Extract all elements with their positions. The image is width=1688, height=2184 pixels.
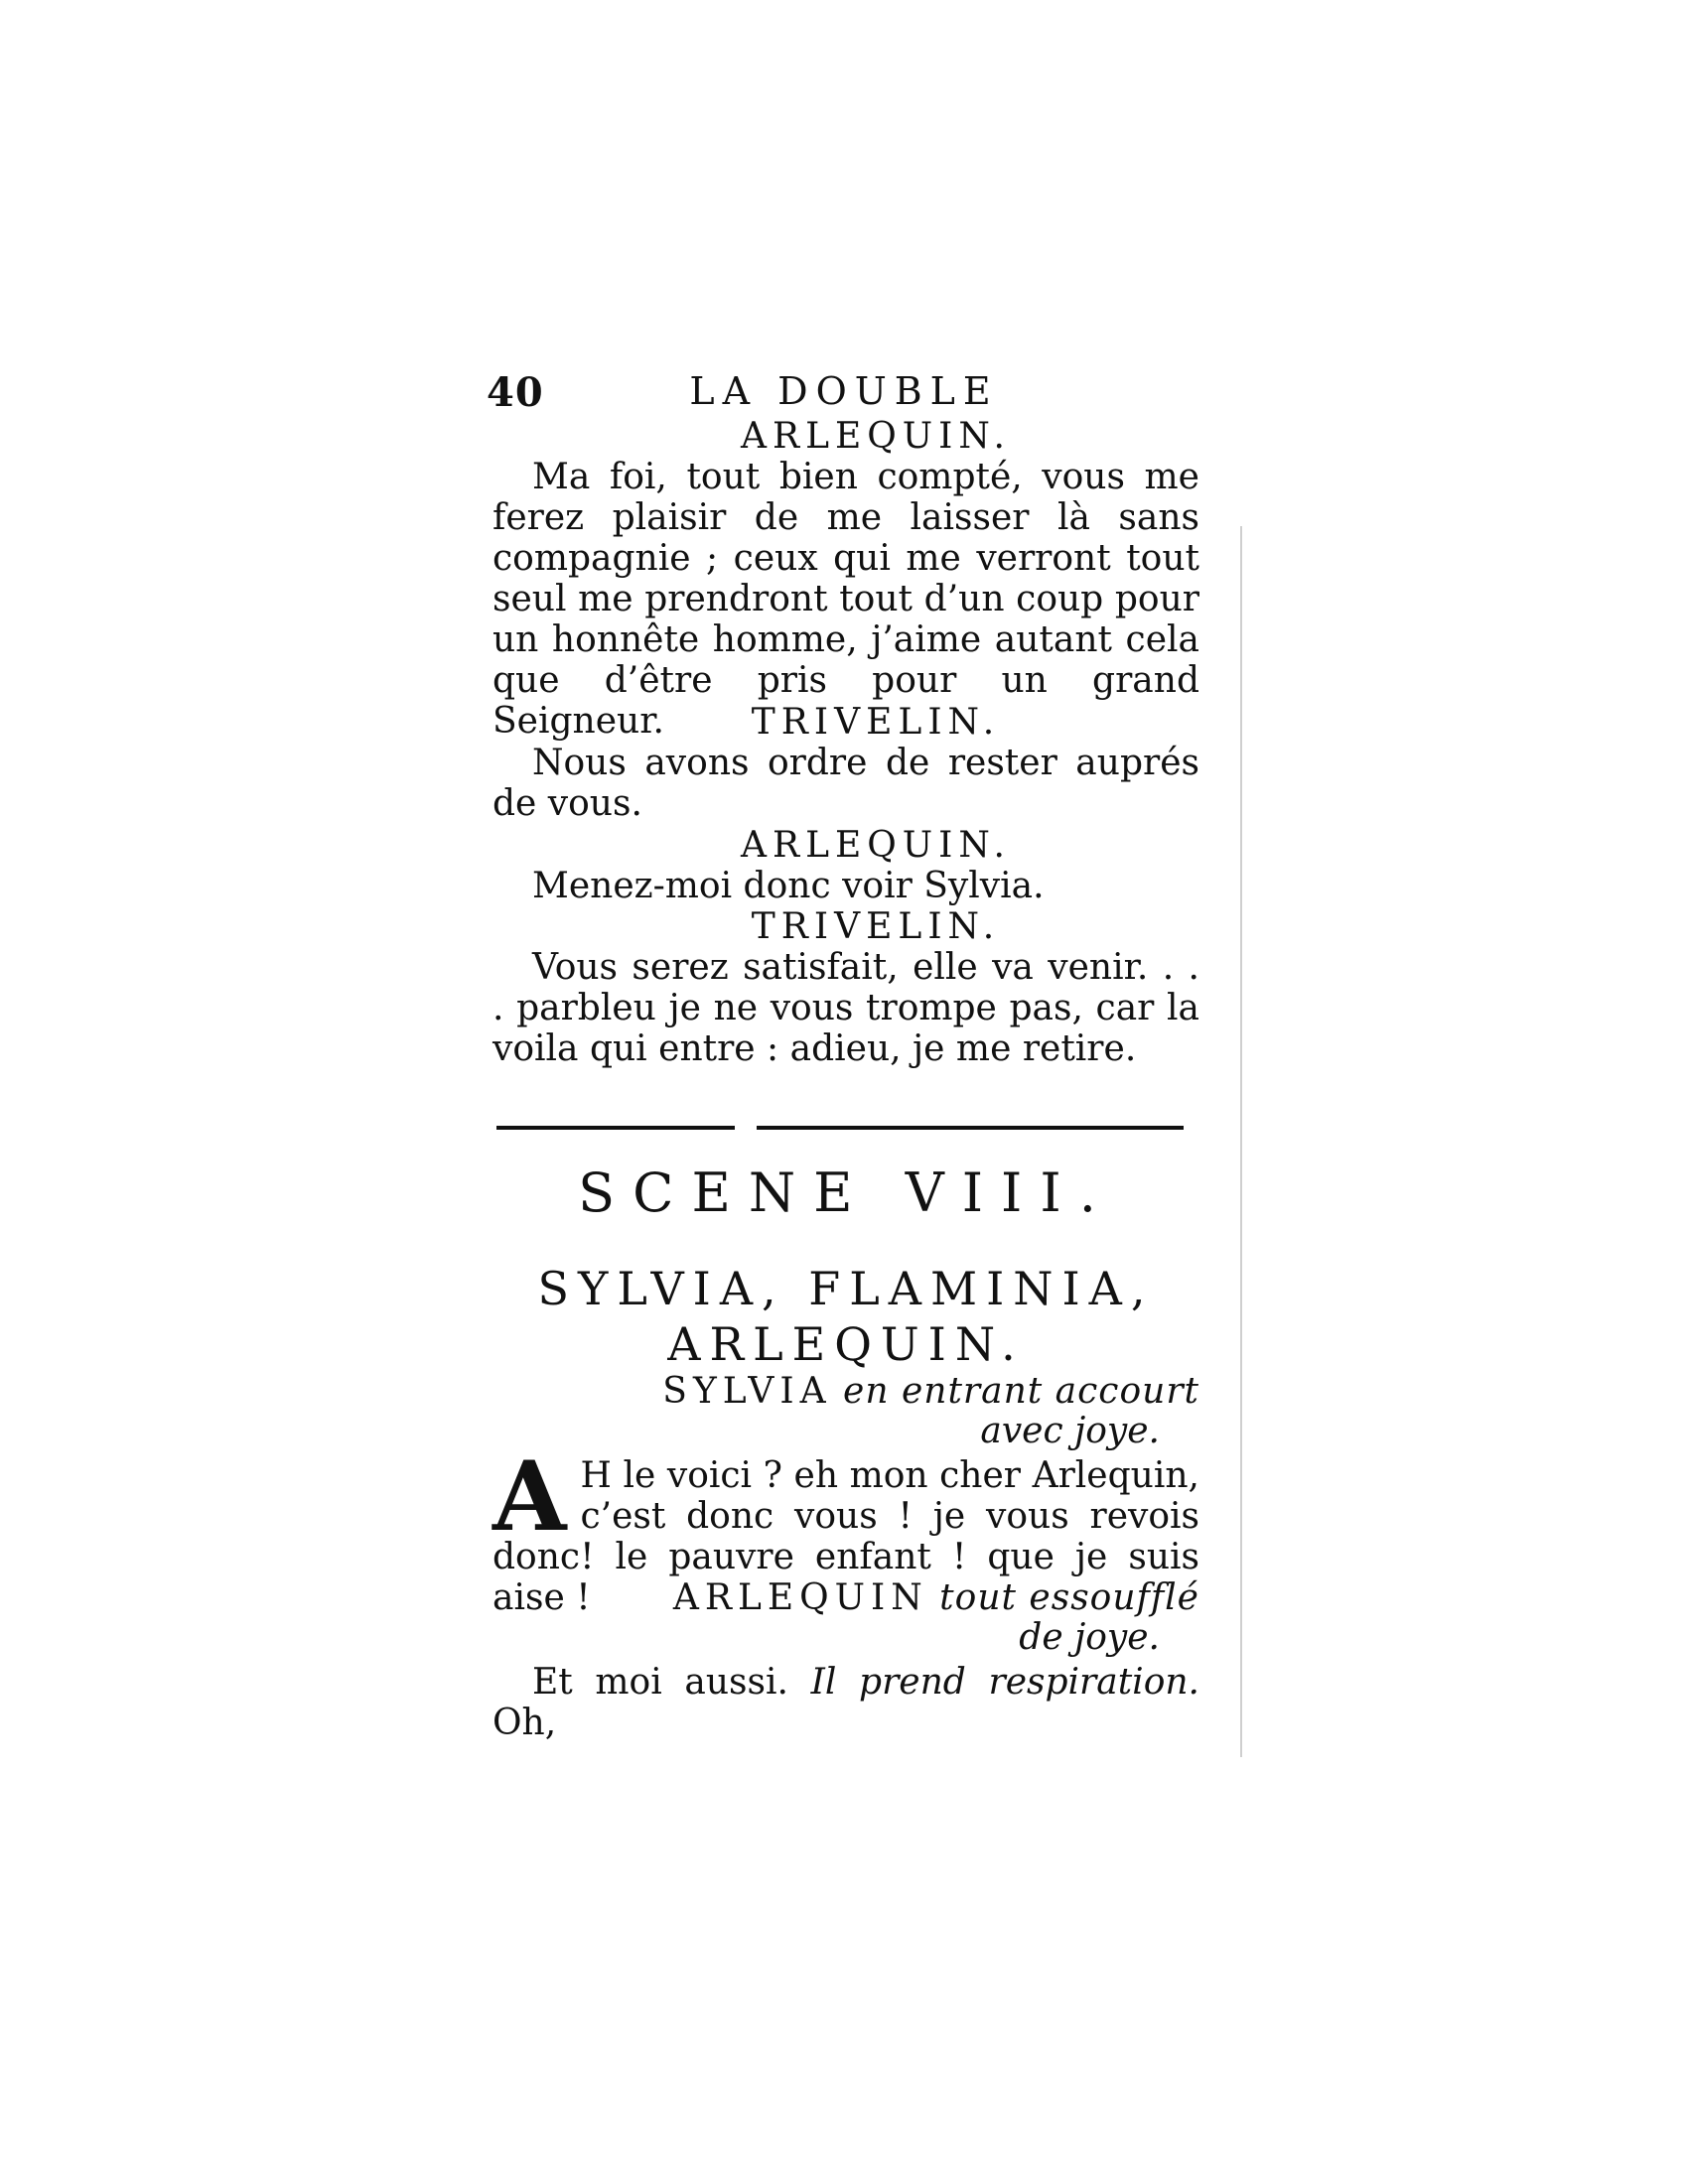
- speaker-name: ARLEQUIN.: [740, 825, 1011, 866]
- stage-direction-text: en entrant accourt: [843, 1371, 1199, 1412]
- speaker-name: ARLEQUIN: [672, 1577, 928, 1618]
- dialogue-block-arlequin-2: [492, 826, 1199, 906]
- characters-line: SYLVIA, FLAMINIA,: [537, 1262, 1155, 1315]
- stage-direction-text: avec joye.: [980, 1411, 1160, 1451]
- section-rule-right: [757, 1126, 1184, 1130]
- speaker-name: TRIVELIN.: [751, 906, 1001, 947]
- scene-characters: [492, 1261, 1199, 1372]
- characters-line: ARLEQUIN.: [667, 1317, 1025, 1371]
- stage-direction-sylvia: [492, 1372, 1199, 1451]
- stage-direction-text: de joye.: [1019, 1617, 1160, 1658]
- drop-cap: A: [492, 1440, 567, 1553]
- speech-text: Nous avons ordre de rester auprés de vous.: [492, 743, 1199, 824]
- speech-text: Menez-moi donc voir Sylvia.: [532, 866, 1045, 906]
- speech-line: [492, 1662, 1199, 1743]
- speech-text: Oh,: [492, 1703, 557, 1743]
- inline-stage-direction: Il prend respiration.: [810, 1662, 1199, 1703]
- scene-title: SCENE VIII.: [578, 1161, 1114, 1224]
- speech-text: Ma foi, tout bien compté, vous me ferez plaisir de me laisser là sans compagnie ; ceux qui me verront tout seul me prendront tout d’un coup pour un honnête homme, j’aime autant cela que d’être pris pour un grand Seigneur.: [492, 457, 1199, 742]
- speaker-name: TRIVELIN.: [751, 702, 1001, 743]
- page-edge-line: [1240, 526, 1242, 1757]
- speaker-name: ARLEQUIN.: [740, 416, 1011, 457]
- running-title: LA DOUBLE: [689, 369, 999, 413]
- speech-text: Vous serez satisfait, elle va venir. . . . parbleu je ne vous trompe pas, car la voila qui entre : adieu, je me retire.: [492, 947, 1199, 1069]
- speech-text: H le voici ? eh mon cher Arlequin, c’est donc vous ! je vous revois donc! le pauvre enfant ! que je suis aise !: [492, 1455, 1199, 1618]
- section-rule-left: [496, 1126, 735, 1130]
- stage-direction-text: tout essoufflé: [939, 1577, 1199, 1618]
- dialogue-block-arlequin-1: [492, 417, 1199, 742]
- dialogue-block-trivelin-1: [492, 703, 1199, 824]
- stage-direction-arlequin: [492, 1578, 1199, 1658]
- page-number: 40: [487, 369, 544, 416]
- dialogue-block-arlequin-3: [492, 1662, 1199, 1743]
- speaker-name: SYLVIA: [662, 1371, 832, 1412]
- dialogue-block-trivelin-2: [492, 907, 1199, 1069]
- speech-text: Et moi aussi.: [532, 1662, 788, 1703]
